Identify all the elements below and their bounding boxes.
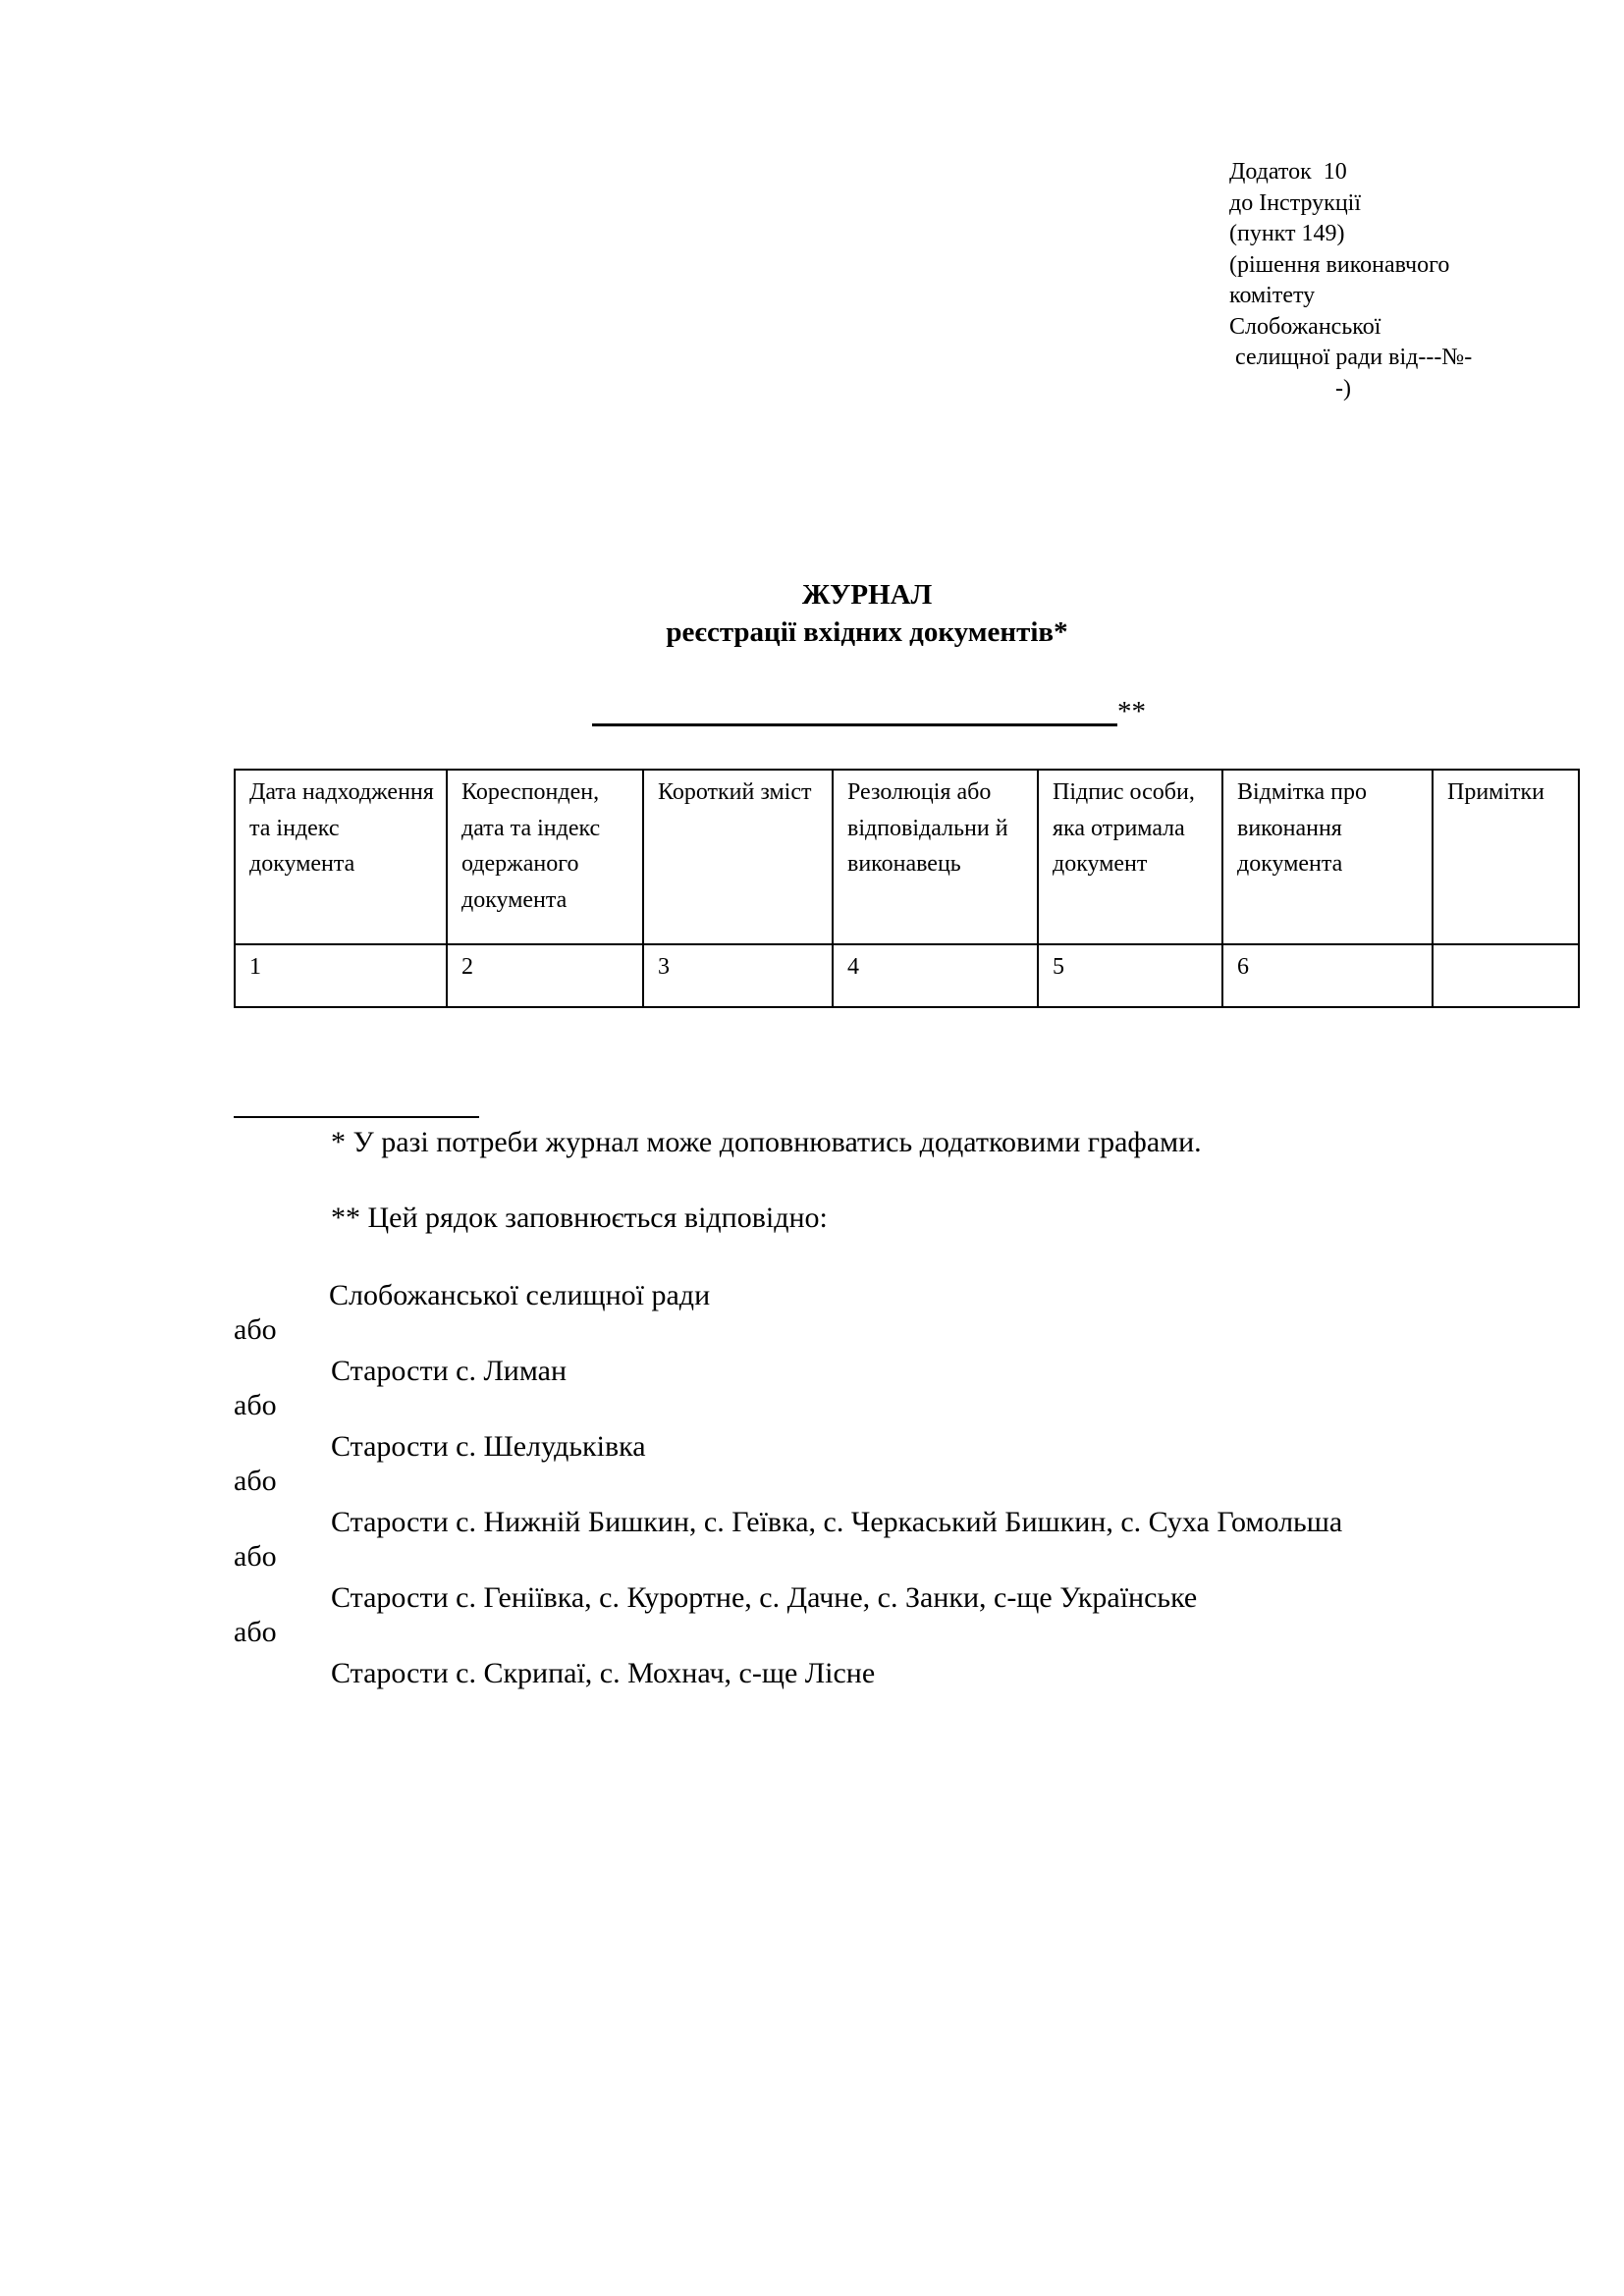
or-separator: або: [234, 1465, 277, 1497]
footnote-1: * У разі потреби журнал може доповнюватись додатковими графами.: [331, 1126, 1202, 1158]
title-main: ЖУРНАЛ: [801, 579, 933, 611]
column-number: 5: [1038, 944, 1222, 1007]
option-item: Старости с. Геніївка, с. Курортне, с. Дачне, с. Занки, с-ще Українське: [331, 1581, 1198, 1614]
table-row: [235, 944, 1579, 1007]
fill-in-line: [592, 690, 1117, 726]
footnote-2: ** Цей рядок заповнюється відповідно:: [331, 1201, 828, 1234]
appendix-line: -): [1229, 375, 1351, 401]
appendix-line: Слобожанської: [1229, 313, 1381, 340]
column-header-correspondent: Кореспонден, дата та індекс одержаного документа: [447, 770, 643, 944]
option-item: Старости с. Нижній Бишкин, с. Геївка, с. Черкаський Бишкин, с. Суха Гомольша: [331, 1506, 1343, 1538]
column-header-notes: Примітки: [1433, 770, 1579, 944]
appendix-line: Додаток 10: [1229, 159, 1347, 185]
appendix-line: (рішення виконавчого: [1229, 251, 1450, 278]
appendix-line: (пункт 149): [1229, 221, 1345, 246]
column-number: 2: [447, 944, 643, 1007]
option-item: Старости с. Шелудьківка: [331, 1430, 646, 1463]
column-header-resolution: Резолюція або відповідальни й виконавець: [833, 770, 1038, 944]
option-item: Старости с. Лиман: [331, 1355, 567, 1387]
option-item: Слобожанської селищної ради: [329, 1279, 711, 1311]
or-separator: або: [234, 1616, 277, 1648]
column-header-signature: Підпис особи, яка отримала документ: [1038, 770, 1222, 944]
or-separator: або: [234, 1540, 277, 1573]
appendix-reference: [1229, 157, 1524, 404]
column-number: 3: [643, 944, 833, 1007]
appendix-line: комітету: [1229, 283, 1316, 308]
column-number: [1433, 944, 1579, 1007]
title-subtitle: реєстрації вхідних документів*: [666, 616, 1068, 648]
or-separator: або: [234, 1389, 277, 1421]
column-number: 4: [833, 944, 1038, 1007]
column-number: 6: [1222, 944, 1433, 1007]
appendix-line: до Інструкції: [1229, 189, 1362, 216]
column-header-date: Дата надходження та індекс документа: [235, 770, 447, 944]
column-header-summary: Короткий зміст: [643, 770, 833, 944]
registration-table: [234, 769, 1580, 1008]
unit-name-blank: [592, 687, 1146, 726]
column-header-execution: Відмітка про виконання документа: [1222, 770, 1433, 944]
column-number: 1: [235, 944, 447, 1007]
document-title: [234, 576, 1500, 651]
double-asterisk-mark: **: [1117, 696, 1146, 727]
footnote-separator: [234, 1116, 479, 1118]
option-item: Старости с. Скрипаї, с. Мохнач, с-ще Лісне: [331, 1657, 876, 1689]
or-separator: або: [234, 1313, 277, 1346]
appendix-line: селищної ради від---№-: [1229, 345, 1473, 370]
table-header-row: [235, 770, 1579, 944]
